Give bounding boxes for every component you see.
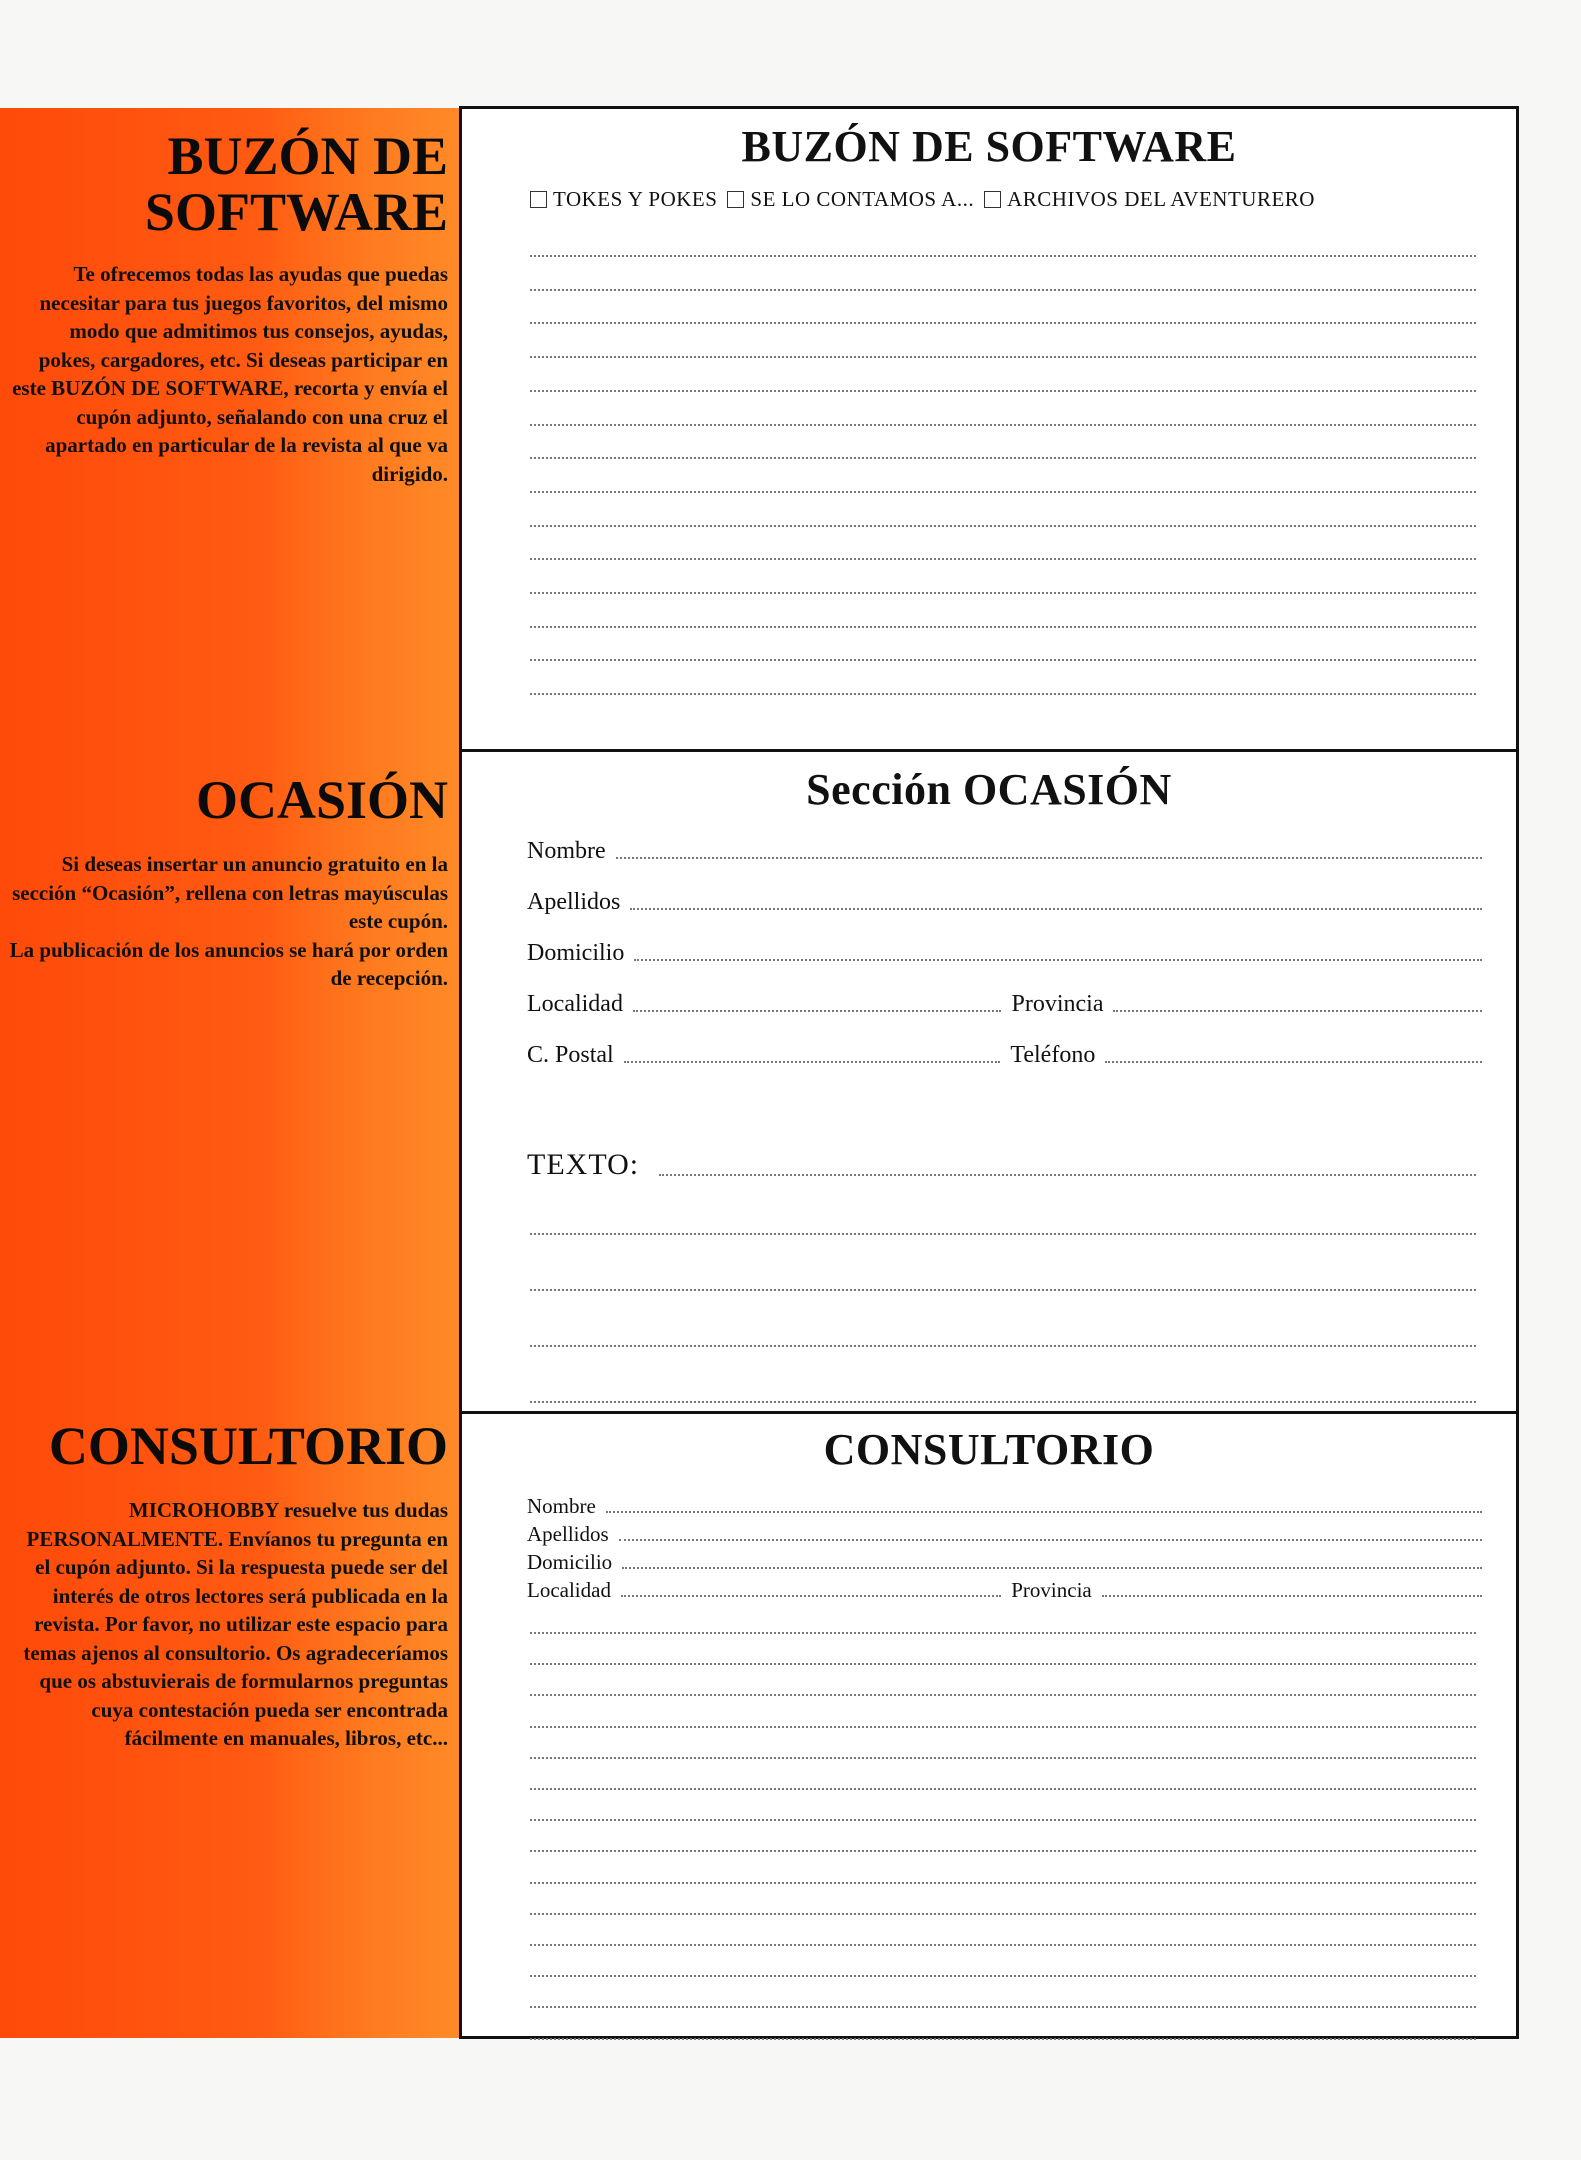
option-tokes-y-pokes[interactable] [530,187,717,212]
writing-line[interactable] [530,390,1476,392]
writing-line[interactable] [530,558,1476,560]
writing-line[interactable] [530,1819,1476,1821]
field-line[interactable] [622,1567,1482,1569]
buzon-coupon-title: BUZÓN DE SOFTWARE [741,122,1237,171]
field-label: Nombre [527,1494,596,1518]
writing-line[interactable] [530,1289,1476,1291]
buzon-options [530,187,1315,212]
writing-line[interactable] [530,255,1476,257]
field-line[interactable] [659,1174,1476,1176]
field-line-telefono[interactable] [1105,1061,1482,1063]
checkbox-tokes-y-pokes[interactable] [530,191,547,208]
ocasion-localidad-provincia-field[interactable] [527,991,1482,1018]
buzon-heading-line2: SOFTWARE [144,182,448,242]
field-line-provincia[interactable] [1102,1595,1482,1597]
writing-line[interactable] [530,1401,1476,1403]
consultorio-domicilio-field[interactable] [527,1550,1482,1575]
consultorio-description: MICROHOBBY resuelve tus dudas PERSONALMENTE. Envíanos tu pregunta en el cupón adjunto. Si la respuesta puede ser del interés de otros lectores será publicada en la revista. Por favor, no utilizar este espacio para temas ajenos al consultorio. Os agradeceríamos que os abstuvierais de formularnos preguntas cuya contestación pueda ser encontrada fácilmente en manuales, libros, etc... [23,1498,448,1750]
field-label: Provincia [1011,1578,1092,1602]
ocasion-texto-field[interactable] [527,1148,1476,1182]
field-line[interactable] [630,908,1482,910]
ocasion-title-main: OCASIÓN [962,765,1172,814]
writing-line[interactable] [530,1850,1476,1852]
option-label: ARCHIVOS DEL AVENTURERO [1007,187,1315,211]
writing-line[interactable] [530,1726,1476,1728]
field-label: Domicilio [527,940,625,966]
field-line-localidad[interactable] [621,1595,1001,1597]
writing-line[interactable] [530,592,1476,594]
checkbox-se-lo-contamos[interactable] [727,191,744,208]
consultorio-nombre-field[interactable] [527,1494,1482,1519]
option-label: TOKES Y POKES [553,187,718,211]
field-label: Localidad [527,1578,611,1602]
ocasion-heading: OCASIÓN [195,770,448,830]
field-label: Domicilio [527,1550,613,1574]
ocasion-description-p2: La publicación de los anuncios se hará por orden de recepción. [9,937,448,990]
field-label: Teléfono [1010,1042,1096,1068]
writing-line[interactable] [530,322,1476,324]
field-label: Nombre [527,838,606,864]
writing-line[interactable] [530,289,1476,291]
ocasion-nombre-field[interactable] [527,838,1482,865]
ocasion-title-prefix: Sección [806,765,952,814]
writing-line[interactable] [530,2006,1476,2008]
writing-line[interactable] [530,1233,1476,1235]
field-line[interactable] [634,959,1482,961]
writing-line[interactable] [530,1757,1476,1759]
ocasion-description-p1: Si deseas insertar un anuncio gratuito en la sección “Ocasión”, rellena con letras mayúsculas este cupón. [12,852,448,933]
writing-line[interactable] [530,1632,1476,1634]
writing-line[interactable] [530,1913,1476,1915]
field-label: C. Postal [527,1042,614,1068]
consultorio-heading: CONSULTORIO [48,1416,448,1476]
field-label: Provincia [1011,991,1104,1017]
consultorio-coupon [462,1411,1516,2036]
consultorio-intro [8,1418,448,1753]
buzon-heading [8,128,448,240]
writing-line[interactable] [530,424,1476,426]
writing-line[interactable] [530,693,1476,695]
ocasion-coupon [462,749,1516,1411]
field-line-cpostal[interactable] [624,1061,1001,1063]
writing-line[interactable] [530,2038,1476,2040]
writing-line[interactable] [530,356,1476,358]
writing-line[interactable] [530,1944,1476,1946]
field-line[interactable] [616,857,1482,859]
writing-line[interactable] [530,491,1476,493]
ocasion-cpostal-telefono-field[interactable] [527,1042,1482,1069]
consultorio-coupon-title: CONSULTORIO [823,1425,1155,1474]
field-label: Apellidos [527,889,621,915]
ocasion-coupon-title [462,752,1516,814]
consultorio-localidad-provincia-field[interactable] [527,1578,1482,1603]
field-line-localidad[interactable] [633,1010,1002,1012]
field-label: Localidad [527,991,623,1017]
option-label: SE LO CONTAMOS A... [750,187,975,211]
coupon-form-frame [459,106,1519,2039]
option-se-lo-contamos[interactable] [727,187,974,212]
buzon-description: Te ofrecemos todas las ayudas que puedas necesitar para tus juegos favoritos, del mismo modo que admitimos tus consejos, ayudas, pokes, cargadores, etc. Si deseas participar en este BUZÓN DE SOFTWARE, recorta y envía el cupón adjunto, señalando con una cruz el apartado en particular de la revista al que va dirigido. [12,262,448,486]
ocasion-description [8,850,448,993]
field-label: Apellidos [527,1522,609,1546]
writing-line[interactable] [530,1663,1476,1665]
consultorio-apellidos-field[interactable] [527,1522,1482,1547]
field-line[interactable] [619,1539,1482,1541]
field-line-provincia[interactable] [1113,1010,1482,1012]
ocasion-domicilio-field[interactable] [527,940,1482,967]
writing-line[interactable] [530,1975,1476,1977]
writing-line[interactable] [530,659,1476,661]
writing-line[interactable] [530,626,1476,628]
ocasion-apellidos-field[interactable] [527,889,1482,916]
writing-line[interactable] [530,1882,1476,1884]
writing-line[interactable] [530,457,1476,459]
writing-line[interactable] [530,1788,1476,1790]
writing-line[interactable] [530,1694,1476,1696]
option-archivos-aventurero[interactable] [984,187,1315,212]
texto-label: TEXTO: [527,1148,640,1181]
writing-line[interactable] [530,525,1476,527]
checkbox-archivos-aventurero[interactable] [984,191,1001,208]
buzon-heading-line1: BUZÓN DE [167,126,448,186]
ocasion-intro [8,772,448,993]
buzon-coupon [462,109,1516,749]
writing-line[interactable] [530,1345,1476,1347]
field-line[interactable] [606,1511,1482,1513]
buzon-intro [8,128,448,488]
